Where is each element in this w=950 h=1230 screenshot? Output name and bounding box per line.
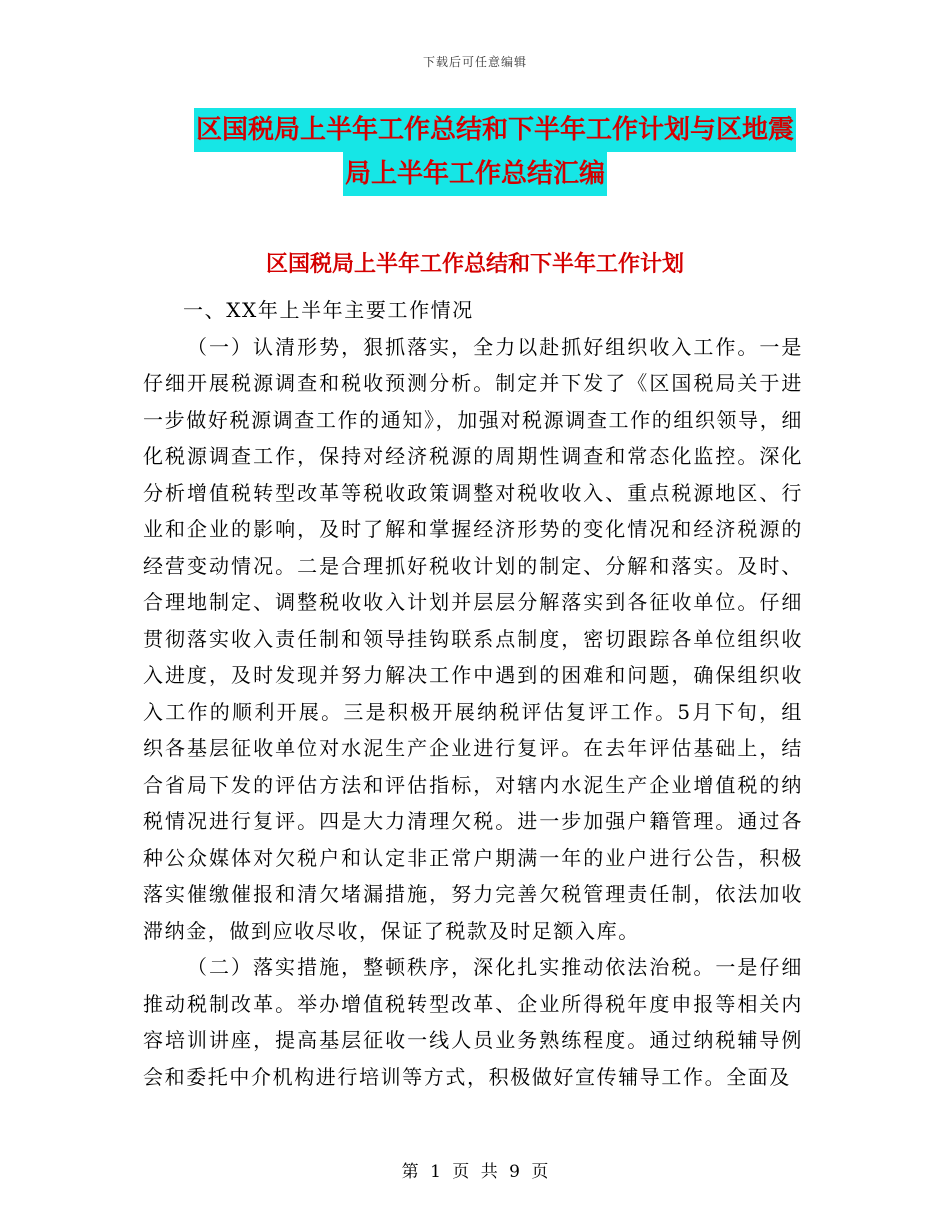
document-title-line1: 区国税局上半年工作总结和下半年工作计划与区地震 [194,108,796,152]
section-title: 区国税局上半年工作总结和下半年工作计划 [265,252,684,277]
heading-1: 一、XX年上半年主要工作情况 [183,298,474,322]
document-title [0,108,950,196]
document-title-line2: 局上半年工作总结汇编 [343,152,607,196]
paragraph-2: （二）落实措施，整顿秩序，深化扎实推动依法治税。一是仔细推动税制改革。举办增值税转型改革、企业所得税年度申报等相关内容培训讲座，提高基层征收一线人员业务熟练程度。通过纳税辅导例会和委托中介机构进行培训等方式，积极做好宣传辅导工作。全面及 [143,955,803,1089]
paragraph-1: （一）认清形势，狠抓落实，全力以赴抓好组织收入工作。一是仔细开展税源调查和税收预测分析。制定并下发了《区国税局关于进一步做好税源调查工作的通知》，加强对税源调查工作的组织领导，细化税源调查工作，保持对经济税源的周期性调查和常态化监控。深化分析增值税转型改革等税收政策调整对税收收入、重点税源地区、行业和企业的影响，及时了解和掌握经济形势的变化情况和经济税源的经营变动情况。二是合理抓好税收计划的制定、分解和落实。及时、合理地制定、调整税收收入计划并层层分解落实到各征收单位。仔细贯彻落实收入责任制和领导挂钩联系点制度，密切跟踪各单位组织收入进度，及时发现并努力解决工作中遇到的困难和问题，确保组织收入工作的顺利开展。三是积极开展纳税评估复评工作。5月下旬，组织各基层征收单位对水泥生产企业进行复评。在去年评估基础上，结合省局下发的评估方法和评估指标，对辖内水泥生产企业增值税的纳税情况进行复评。四是大力清理欠税。进一步加强户籍管理。通过各种公众媒体对欠税户和认定非正常户期满一年的业户进行公告，积极落实催缴催报和清欠堵漏措施，努力完善欠税管理责任制，依法加收滞纳金，做到应收尽收，保证了税款及时足额入库。 [143,334,803,943]
header-note: 下载后可任意编辑 [422,55,527,69]
page-footer: 第 1 页 共 9 页 [401,1162,549,1182]
body-text [143,292,803,1095]
